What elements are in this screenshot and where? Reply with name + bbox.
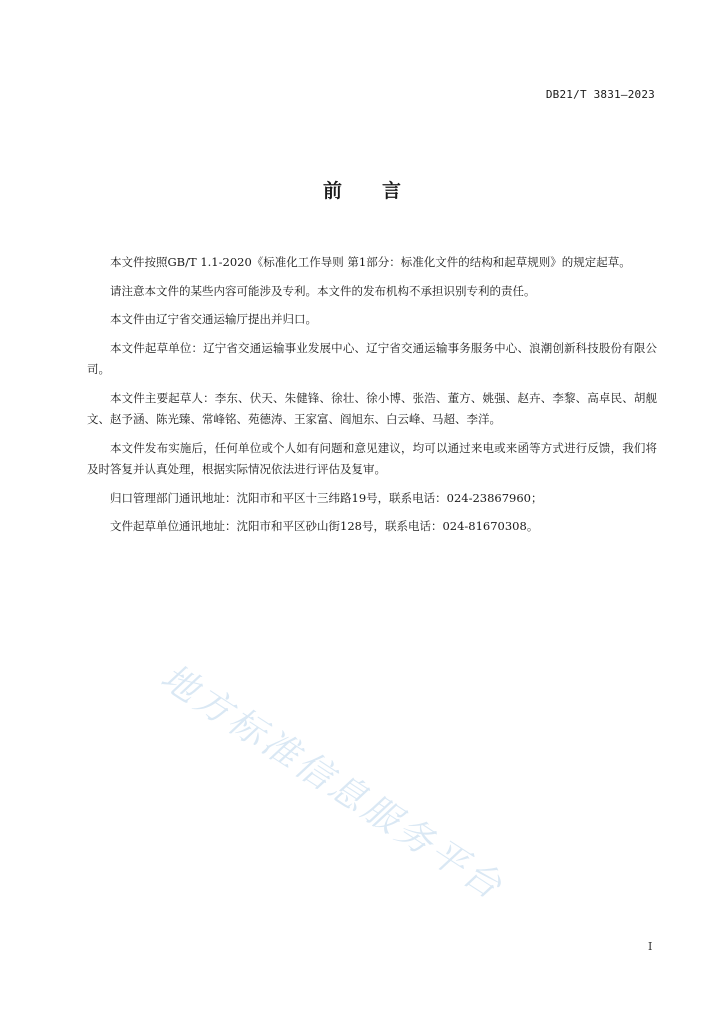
paragraph-proposer: 本文件由辽宁省交通运输厅提出并归口。 — [110, 312, 317, 326]
page-title — [0, 176, 724, 203]
paragraph-drafting-units: 本文件起草单位：辽宁省交通运输事业发展中心、辽宁省交通运输事务服务中心、浪潮创新科技股份有限公司。 — [87, 340, 657, 376]
watermark: 地方标准信息服务平台 — [153, 656, 512, 909]
paragraph-feedback: 本文件发布实施后，任何单位或个人如有问题和意见建议，均可以通过来电或来函等方式进行反馈，我们将及时答复并认真处理，根据实际情况依法进行评估及复审。 — [87, 440, 657, 476]
title-char-2: 言 — [382, 180, 402, 202]
paragraph-drafters: 本文件主要起草人：李东、伏天、朱健锋、徐壮、徐小博、张浩、董方、姚强、赵卉、李黎、高卓民、胡舰文、赵予涵、陈光臻、常峰铭、苑德涛、王家富、阎旭东、白云峰、马超、李洋。 — [87, 390, 657, 426]
document-code: DB21/T 3831—2023 — [545, 88, 655, 101]
paragraph-drafter-contact: 文件起草单位通讯地址：沈阳市和平区砂山街128号，联系电话：024-81670308。 — [110, 519, 539, 533]
foreword-body — [87, 252, 657, 545]
title-char-1: 前 — [322, 180, 342, 202]
page-number: I — [648, 940, 653, 953]
paragraph-standard-basis: 本文件按照GB/T 1.1-2020《标准化工作导则 第1部分：标准化文件的结构和起草规则》的规定起草。 — [110, 255, 631, 269]
paragraph-patent-notice: 请注意本文件的某些内容可能涉及专利。本文件的发布机构不承担识别专利的责任。 — [110, 283, 536, 298]
paragraph-admin-contact: 归口管理部门通讯地址：沈阳市和平区十三纬路19号，联系电话：024-23867960； — [110, 490, 543, 505]
